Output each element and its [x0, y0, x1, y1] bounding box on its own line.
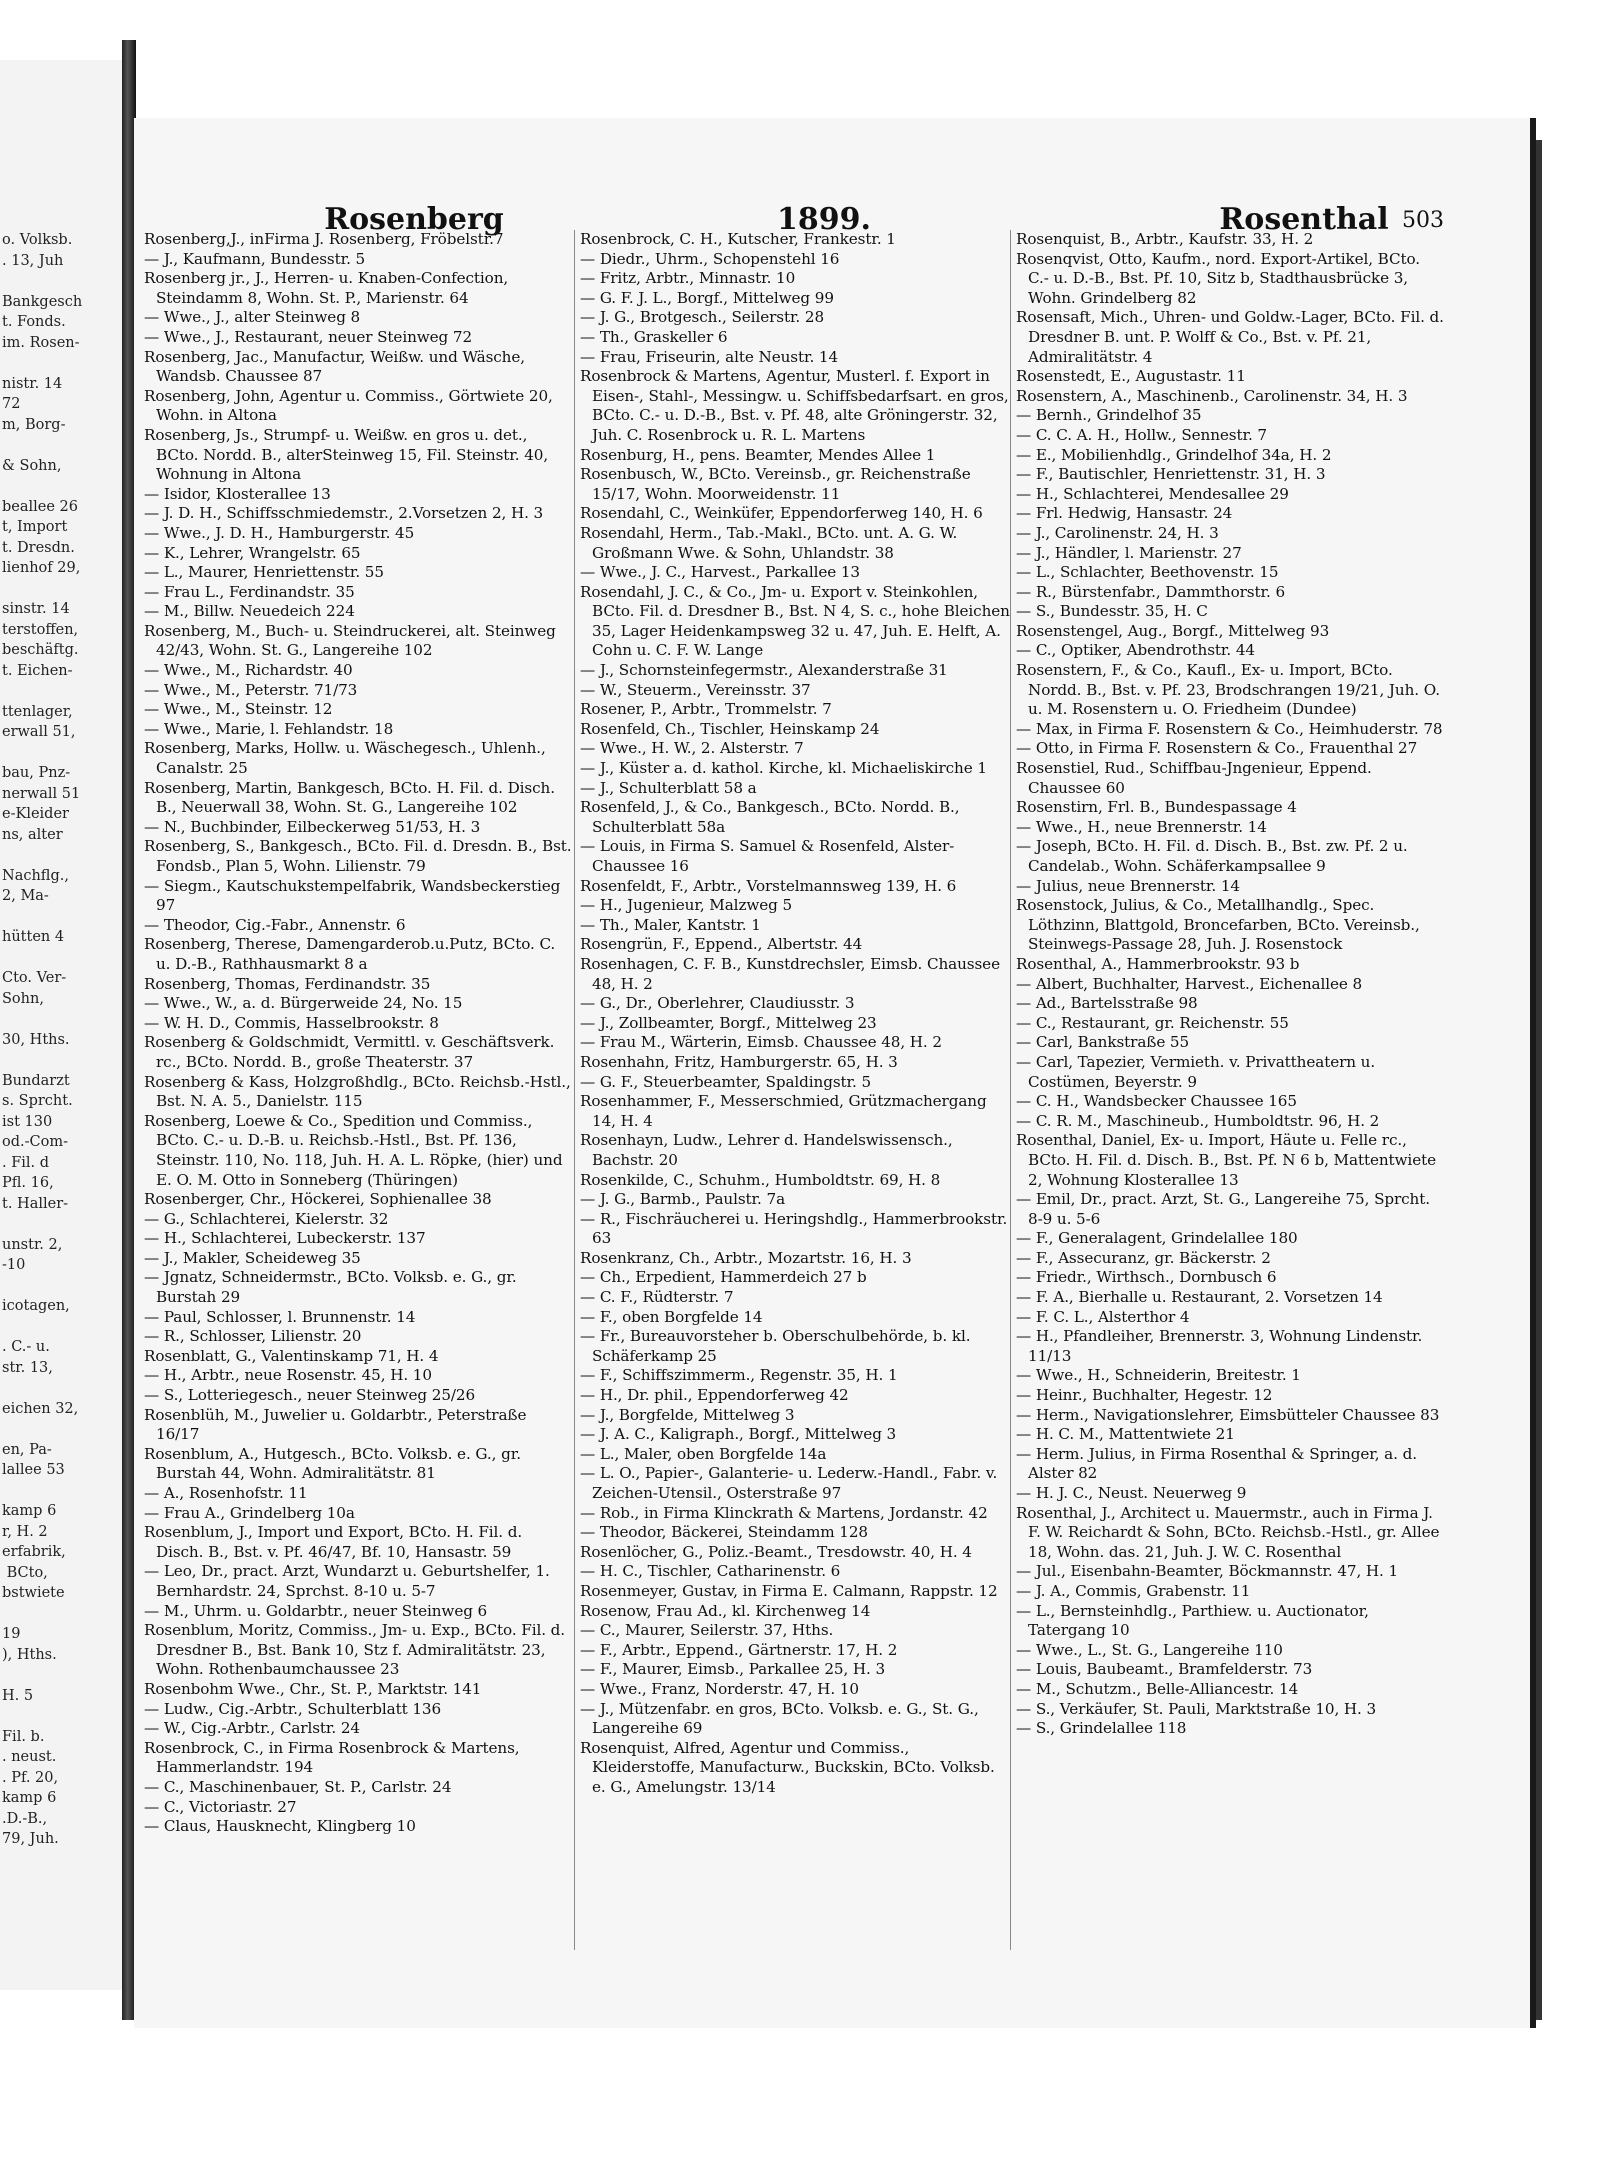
- directory-entry: Rosenblum, Moritz, Commiss., Jm- u. Exp., BCto. Fil. d. Dresdner B., Bst. Bank 10, Stz f. Admiralitätstr. 23, Wohn. Rothenbaumchaussee 23: [144, 1621, 566, 1679]
- directory-entry: Rosenblum, A., Hutgesch., BCto. Volksb. e. G., gr. Burstah 44, Wohn. Admiralitätstr. 81: [144, 1444, 521, 1483]
- directory-entry: — Wwe., W., a. d. Bürgerweide 24, No. 15: [144, 994, 463, 1013]
- directory-entry: — S., Lotteriegesch., neuer Steinweg 25/26: [144, 1386, 476, 1405]
- directory-entry: Rosenberger, Chr., Höckerei, Sophienallee 38: [144, 1190, 492, 1209]
- running-head-left: Rosenberg: [324, 202, 504, 237]
- page-number: 503: [1402, 208, 1444, 233]
- directory-entry: Rosenmeyer, Gustav, in Firma E. Calmann, Rappstr. 12: [580, 1581, 998, 1600]
- column-3: [1016, 230, 1444, 1739]
- directory-entry: — Jul., Eisenbahn-Beamter, Böckmannstr. 47, H. 1: [1016, 1562, 1399, 1581]
- directory-entry: Rosenhayn, Ludw., Lehrer d. Handelswissensch., Bachstr. 20: [580, 1131, 953, 1169]
- directory-entry: Rosener, P., Arbtr., Trommelstr. 7: [580, 700, 832, 719]
- directory-entry: — J., Borgfelde, Mittelweg 3: [580, 1405, 795, 1424]
- directory-entry: — C. H., Wandsbecker Chaussee 165: [1016, 1092, 1297, 1111]
- directory-entry: — J., Küster a. d. kathol. Kirche, kl. Michaeliskirche 1: [580, 759, 987, 778]
- directory-entry: Rosendahl, J. C., & Co., Jm- u. Export v. Steinkohlen, BCto. Fil. d. Dresdner B., Bst. N 4, S. c., hohe Bleichen 35, Lager Heidenkampsweg 32 u. 47, Juh. E. Helft, A. Cohn u. C. F. W. Lange: [580, 582, 1010, 660]
- directory-entry: Rosenthal, Daniel, Ex- u. Import, Häute u. Felle rc., BCto. H. Fil. d. Disch. B., Bst. Pf. N 6 b, Mattentwiete 2, Wohnung Klosterallee 13: [1016, 1131, 1436, 1189]
- directory-entry: — A., Rosenhofstr. 11: [144, 1484, 308, 1502]
- directory-entry: Rosenberg, Loewe & Co., Spedition und Commiss., BCto. C.- u. D.-B. u. Reichsb.-Hstl., Bst. Pf. 136, Steinstr. 110, No. 118, Juh. H. A. L. Röpke, (hier) und E. O. M. Otto in Sonneberg (Thüringen): [144, 1111, 563, 1189]
- directory-entry: Rosenberg, Js., Strumpf- u. Weißw. en gros u. det., BCto. Nordd. B., alterSteinweg 15, Fil. Steinstr. 40, Wohnung in Altona: [144, 425, 549, 484]
- directory-entry: — J., Händler, l. Marienstr. 27: [1016, 543, 1242, 562]
- directory-entry: — N., Buchbinder, Eilbeckerweg 51/53, H. 3: [144, 817, 481, 836]
- directory-entry: — S., Grindelallee 118: [1016, 1719, 1187, 1738]
- directory-entry: — G., Schlachterei, Kielerstr. 32: [144, 1209, 389, 1228]
- directory-page: [134, 118, 1536, 2028]
- directory-entry: Rosenberg, Jac., Manufactur, Weißw. und Wäsche, Wandsb. Chaussee 87: [144, 347, 525, 386]
- directory-entry: — R., Schlosser, Lilienstr. 20: [144, 1327, 362, 1346]
- directory-entry: — L., Maurer, Henriettenstr. 55: [144, 563, 384, 582]
- directory-entry: — Herm., Navigationslehrer, Eimsbütteler Chaussee 83: [1016, 1405, 1440, 1424]
- directory-entry: Rosenberg, M., Buch- u. Steindruckerei, alt. Steinweg 42/43, Wohn. St. G., Langereihe 102: [144, 621, 556, 660]
- directory-entry: Rosenstock, Julius, & Co., Metallhandlg., Spec. Löthzinn, Blattgold, Broncefarben, BCto. Vereinsb., Steinwegs-Passage 28, Juh. J. Rosenstock: [1016, 896, 1420, 954]
- directory-entry: — Joseph, BCto. H. Fil. d. Disch. B., Bst. zw. Pf. 2 u. Candelab., Wohn. Schäferkampsallee 9: [1016, 837, 1408, 875]
- left-page-fragment: [0, 60, 128, 1990]
- directory-entry: — C., Victoriastr. 27: [144, 1797, 297, 1816]
- directory-entry: Rosenow, Frau Ad., kl. Kirchenweg 14: [580, 1601, 871, 1620]
- directory-entry: — C. R. M., Maschineub., Humboldtstr. 96, H. 2: [1016, 1111, 1380, 1130]
- directory-entry: — Wwe., M., Steinstr. 12: [144, 700, 333, 719]
- directory-entry: — H., Jugenieur, Malzweg 5: [580, 896, 793, 915]
- directory-entry: — J. A. C., Kaligraph., Borgf., Mittelweg 3: [580, 1425, 897, 1444]
- column-rule: [574, 230, 575, 1950]
- directory-entry: Rosenberg & Kass, Holzgroßhdlg., BCto. Reichsb.-Hstl., Bst. N. A. 5., Danielstr. 115: [144, 1072, 571, 1111]
- directory-entry: — Max, in Firma F. Rosenstern & Co., Heimhuderstr. 78: [1016, 719, 1443, 738]
- directory-entry: — Diedr., Uhrm., Schopenstehl 16: [580, 249, 840, 268]
- directory-entry: — F., Schiffszimmerm., Regenstr. 35, H. 1: [580, 1366, 898, 1385]
- directory-entry: Rosenbrock & Martens, Agentur, Musterl. f. Export in Eisen-, Stahl-, Messingw. u. Schiffsbedarfsart. en gros, BCto. C.- u. D.-B., Bst. v. Pf. 48, alte Gröningerstr. 32, Juh. C. Rosenbrock u. R. L. Martens: [580, 367, 1009, 444]
- column-2: [580, 230, 1010, 1798]
- directory-entry: — C. F., Rüdterstr. 7: [580, 1288, 734, 1307]
- directory-entry: — H. J. C., Neust. Neuerweg 9: [1016, 1484, 1247, 1502]
- directory-entry: — Ch., Erpedient, Hammerdeich 27 b: [580, 1268, 867, 1287]
- directory-entry: Rosenberg, Thomas, Ferdinandstr. 35: [144, 974, 431, 993]
- directory-entry: Rosenstedt, E., Augustastr. 11: [1016, 367, 1246, 386]
- directory-entry: Rosenbrock, C. H., Kutscher, Frankestr. 1: [580, 230, 896, 248]
- directory-entry: — Frl. Hedwig, Hansastr. 24: [1016, 504, 1233, 523]
- left-page-text: o. Volksb. . 13, Juh Bankgesch t. Fonds. im. Rosen- nistr. 14 72 m, Borg- & Sohn, beallee 26 t, Import t. Dresdn. lienhof 29, sinstr. 14 terstoffen, beschäftg. t. Eichen- ttenlager, erwall 51, bau, Pnz- nerwall 51 e-Kleider ns, alter Nachflg., 2, Ma- hütten 4 Cto. Ver- Sohn, 30, Hths. Bundarzt s. Sprcht. ist 130 od.-Com- . Fil. d Pfl. 16, t. Haller- unstr. 2, -10 icotagen, . C.- u. str. 13, eichen 32, en, Pa- lallee 53 kamp 6 r, H. 2 erfabrik, BCto, bstwiete 19 ), Hths. H. 5 Fil. b. . neust. . Pf. 20, kamp 6 .D.-B., 79, Juh.: [2, 232, 83, 1847]
- directory-entry: — Albert, Buchhalter, Harvest., Eichenallee 8: [1016, 974, 1363, 993]
- directory-entry: Rosenfeldt, F., Arbtr., Vorstelmannsweg 139, H. 6: [580, 876, 957, 895]
- directory-entry: Rosenstiel, Rud., Schiffbau-Jngenieur, Eppend. Chaussee 60: [1016, 759, 1372, 797]
- directory-entry: — Frau, Friseurin, alte Neustr. 14: [580, 347, 839, 366]
- directory-entry: — H., Pfandleiher, Brennerstr. 3, Wohnung Lindenstr. 11/13: [1016, 1327, 1423, 1365]
- directory-entry: — F. A., Bierhalle u. Restaurant, 2. Vorsetzen 14: [1016, 1288, 1383, 1307]
- directory-entry: Rosenberg, S., Bankgesch., BCto. Fil. d. Dresdn. B., Bst. Fondsb., Plan 5, Wohn. Lilienstr. 79: [144, 837, 572, 875]
- directory-entry: — J., Mützenfabr. en gros, BCto. Volksb. e. G., St. G., Langereihe 69: [580, 1699, 979, 1738]
- directory-entry: — J., Carolinenstr. 24, H. 3: [1016, 523, 1219, 542]
- directory-entry: — C., Optiker, Abendrothstr. 44: [1016, 641, 1255, 660]
- directory-entry: — M., Uhrm. u. Goldarbtr., neuer Steinweg 6: [144, 1601, 488, 1620]
- directory-entry: — Julius, neue Brennerstr. 14: [1016, 876, 1240, 895]
- directory-entry: — Heinr., Buchhalter, Hegestr. 12: [1016, 1386, 1273, 1405]
- directory-entry: — Louis, Baubeamt., Bramfelderstr. 73: [1016, 1660, 1313, 1679]
- directory-entry: Rosenblatt, G., Valentinskamp 71, H. 4: [144, 1346, 439, 1365]
- directory-entry: — Fritz, Arbtr., Minnastr. 10: [580, 269, 796, 288]
- directory-entry: Rosenstern, A., Maschinenb., Carolinenstr. 34, H. 3: [1016, 386, 1408, 405]
- directory-entry: Rosenthal, A., Hammerbrookstr. 93 b: [1016, 954, 1300, 973]
- directory-entry: — S., Bundesstr. 35, H. C: [1016, 602, 1208, 621]
- directory-entry: — Wwe., M., Richardstr. 40: [144, 661, 353, 680]
- directory-entry: — Claus, Hausknecht, Klingberg 10: [144, 1817, 416, 1836]
- directory-entry: Rosenberg & Goldschmidt, Vermittl. v. Geschäftsverk. rc., BCto. Nordd. B., große Theaterstr. 37: [144, 1033, 555, 1071]
- directory-entry: — C. C. A. H., Hollw., Sennestr. 7: [1016, 425, 1267, 444]
- directory-entry: — J., Kaufmann, Bundesstr. 5: [144, 249, 366, 268]
- directory-entry: — Frau M., Wärterin, Eimsb. Chaussee 48, H. 2: [580, 1033, 942, 1052]
- directory-entry: — Emil, Dr., pract. Arzt, St. G., Langereihe 75, Sprcht. 8-9 u. 5-6: [1016, 1190, 1430, 1228]
- directory-entry: — H. C., Tischler, Catharinenstr. 6: [580, 1562, 841, 1581]
- directory-entry: Rosenbusch, W., BCto. Vereinsb., gr. Reichenstraße 15/17, Wohn. Moorweidenstr. 11: [580, 465, 971, 503]
- directory-entry: — Rob., in Firma Klinckrath & Martens, Jordanstr. 42: [580, 1503, 988, 1522]
- directory-entry: — F., Maurer, Eimsb., Parkallee 25, H. 3: [580, 1660, 886, 1679]
- directory-entry: Rosenkranz, Ch., Arbtr., Mozartstr. 16, H. 3: [580, 1248, 912, 1267]
- directory-entry: Rosenberg,J., inFirma J. Rosenberg, Fröbelstr.7: [144, 230, 504, 248]
- directory-entry: — G. F., Steuerbeamter, Spaldingstr. 5: [580, 1072, 872, 1091]
- column-rule: [1010, 230, 1011, 1950]
- directory-entry: — Friedr., Wirthsch., Dornbusch 6: [1016, 1268, 1277, 1287]
- directory-entry: Rosenblum, J., Import und Export, BCto. H. Fil. d. Disch. B., Bst. v. Pf. 46/47, Bf. 10, Hansastr. 59: [144, 1523, 523, 1561]
- directory-entry: — L., Schlachter, Beethovenstr. 15: [1016, 563, 1279, 582]
- directory-entry: — R., Fischräucherei u. Heringshdlg., Hammerbrookstr. 63: [580, 1209, 1008, 1248]
- directory-entry: — Th., Graskeller 6: [580, 327, 728, 346]
- directory-entry: — H., Dr. phil., Eppendorferweg 42: [580, 1386, 849, 1405]
- directory-entry: Rosenstern, F., & Co., Kaufl., Ex- u. Import, BCto. Nordd. B., Bst. v. Pf. 23, Brodschrangen 19/21, Juh. O. u. M. Rosenstern u. O. Friedheim (Dundee): [1016, 661, 1440, 719]
- directory-entry: Rosenstengel, Aug., Borgf., Mittelweg 93: [1016, 621, 1330, 640]
- directory-entry: Rosenstirn, Frl. B., Bundespassage 4: [1016, 798, 1297, 817]
- directory-entry: Rosenhagen, C. F. B., Kunstdrechsler, Eimsb. Chaussee 48, H. 2: [580, 954, 1000, 993]
- directory-entry: — J., Schulterblatt 58 a: [580, 778, 757, 797]
- directory-entry: — Paul, Schlosser, l. Brunnenstr. 14: [144, 1307, 416, 1326]
- directory-entry: — Otto, in Firma F. Rosenstern & Co., Frauenthal 27: [1016, 739, 1418, 758]
- directory-entry: Rosenberg, Marks, Hollw. u. Wäschegesch., Uhlenh., Canalstr. 25: [144, 739, 546, 778]
- directory-entry: — Th., Maler, Kantstr. 1: [580, 915, 761, 934]
- directory-entry: Rosenthal, J., Architect u. Mauermstr., auch in Firma J. F. W. Reichardt & Sohn, BCto. Reichsb.-Hstl., gr. Allee 18, Wohn. das. 21, Juh. J. W. C. Rosenthal: [1016, 1503, 1440, 1561]
- column-1: [144, 230, 574, 1837]
- directory-entry: — H., Schlachterei, Mendesallee 29: [1016, 484, 1289, 503]
- directory-entry: Rosenhahn, Fritz, Hamburgerstr. 65, H. 3: [580, 1052, 898, 1071]
- directory-entry: — K., Lehrer, Wrangelstr. 65: [144, 543, 361, 562]
- directory-entry: — Jgnatz, Schneidermstr., BCto. Volksb. e. G., gr. Burstah 29: [144, 1268, 517, 1307]
- directory-entry: — J., Makler, Scheideweg 35: [144, 1248, 361, 1267]
- directory-entry: — Wwe., M., Peterstr. 71/73: [144, 680, 358, 699]
- directory-entry: — G. F. J. L., Borgf., Mittelweg 99: [580, 288, 834, 307]
- directory-entry: Rosenberg jr., J., Herren- u. Knaben-Confection, Steindamm 8, Wohn. St. P., Marienstr. 64: [144, 269, 509, 307]
- directory-entry: — Theodor, Cig.-Fabr., Annenstr. 6: [144, 915, 406, 934]
- directory-entry: — G., Dr., Oberlehrer, Claudiusstr. 3: [580, 994, 855, 1013]
- directory-entry: Rosenburg, H., pens. Beamter, Mendes Allee 1: [580, 445, 936, 464]
- directory-entry: — Bernh., Grindelhof 35: [1016, 406, 1202, 425]
- directory-entry: — Wwe., H., neue Brennerstr. 14: [1016, 817, 1267, 836]
- directory-entry: — Wwe., J. D. H., Hamburgerstr. 45: [144, 523, 415, 542]
- directory-entry: Rosenbrock, C., in Firma Rosenbrock & Martens, Hammerlandstr. 194: [144, 1738, 520, 1777]
- directory-entry: — H. C. M., Mattentwiete 21: [1016, 1425, 1235, 1444]
- directory-entry: — Siegm., Kautschukstempelfabrik, Wandsbeckerstieg 97: [144, 876, 561, 915]
- directory-entry: — R., Bürstenfabr., Dammthorstr. 6: [1016, 582, 1286, 601]
- directory-entry: — Carl, Bankstraße 55: [1016, 1033, 1190, 1052]
- directory-entry: Rosenqvist, Otto, Kaufm., nord. Export-Artikel, BCto. C.- u. D.-B., Bst. Pf. 10, Sitz b, Stadthausbrücke 3, Wohn. Grindelberg 82: [1016, 249, 1421, 307]
- directory-entry: Rosenquist, B., Arbtr., Kaufstr. 33, H. 2: [1016, 230, 1314, 248]
- directory-entry: — J. D. H., Schiffsschmiedemstr., 2.Vorsetzen 2, H. 3: [144, 504, 544, 523]
- directory-entry: — Fr., Bureauvorsteher b. Oberschulbehörde, b. kl. Schäferkamp 25: [580, 1327, 971, 1365]
- directory-entry: Rosenberg, Martin, Bankgesch, BCto. H. Fil. d. Disch. B., Neuerwall 38, Wohn. St. G., Langereihe 102: [144, 778, 555, 817]
- directory-entry: — Wwe., J., Restaurant, neuer Steinweg 72: [144, 327, 473, 346]
- directory-entry: — Wwe., J., alter Steinweg 8: [144, 308, 361, 327]
- directory-entry: — Leo, Dr., pract. Arzt, Wundarzt u. Geburtshelfer, 1. Bernhardstr. 24, Sprchst. 8-10 u. 5-7: [144, 1562, 550, 1600]
- directory-entry: — Frau A., Grindelberg 10a: [144, 1503, 355, 1522]
- directory-entry: — F., Generalagent, Grindelallee 180: [1016, 1229, 1298, 1248]
- directory-entry: — C., Maschinenbauer, St. P., Carlstr. 24: [144, 1777, 452, 1796]
- directory-entry: — Carl, Tapezier, Vermieth. v. Privattheatern u. Costümen, Beyerstr. 9: [1016, 1052, 1376, 1091]
- running-head-year: 1899.: [777, 202, 871, 237]
- directory-entry: — Frau L., Ferdinandstr. 35: [144, 582, 355, 601]
- directory-entry: — Isidor, Klosterallee 13: [144, 484, 331, 503]
- directory-entry: Rosenlöcher, G., Poliz.-Beamt., Tresdowstr. 40, H. 4: [580, 1542, 972, 1561]
- directory-entry: — Herm. Julius, in Firma Rosenthal & Springer, a. d. Alster 82: [1016, 1444, 1417, 1483]
- directory-entry: — F., Bautischler, Henriettenstr. 31, H. 3: [1016, 465, 1326, 484]
- directory-entry: — M., Billw. Neuedeich 224: [144, 602, 355, 621]
- directory-entry: — S., Verkäufer, St. Pauli, Marktstraße 10, H. 3: [1016, 1699, 1377, 1718]
- running-head-right: Rosenthal: [1219, 202, 1389, 237]
- directory-entry: — Wwe., H., Schneiderin, Breitestr. 1: [1016, 1366, 1301, 1385]
- directory-entry: — L. O., Papier-, Galanterie- u. Lederw.-Handl., Fabr. v. Zeichen-Utensil., Osterstraße 97: [580, 1464, 998, 1502]
- directory-entry: Rosenquist, Alfred, Agentur und Commiss., Kleiderstoffe, Manufacturw., Buckskin, BCto. Volksb. e. G., Amelungstr. 13/14: [580, 1738, 995, 1796]
- directory-entry: — J., Zollbeamter, Borgf., Mittelweg 23: [580, 1013, 877, 1032]
- directory-entry: — W., Cig.-Arbtr., Carlstr. 24: [144, 1719, 360, 1738]
- directory-entry: Rosenblüh, M., Juwelier u. Goldarbtr., Peterstraße 16/17: [144, 1405, 527, 1444]
- directory-entry: Rosengrün, F., Eppend., Albertstr. 44: [580, 935, 863, 954]
- directory-entry: — Louis, in Firma S. Samuel & Rosenfeld, Alster-Chaussee 16: [580, 837, 955, 875]
- directory-entry: Rosenfeld, J., & Co., Bankgesch., BCto. Nordd. B., Schulterblatt 58a: [580, 798, 960, 836]
- directory-entry: — Wwe., L., St. G., Langereihe 110: [1016, 1640, 1283, 1659]
- directory-entry: — H., Schlachterei, Lubeckerstr. 137: [144, 1229, 426, 1248]
- directory-entry: — Ad., Bartelsstraße 98: [1016, 994, 1198, 1013]
- directory-entry: — L., Maler, oben Borgfelde 14a: [580, 1444, 827, 1463]
- directory-entry: — Wwe., H. W., 2. Alsterstr. 7: [580, 739, 804, 758]
- directory-entry: — E., Mobilienhdlg., Grindelhof 34a, H. 2: [1016, 445, 1332, 464]
- directory-entry: — C., Restaurant, gr. Reichenstr. 55: [1016, 1013, 1289, 1032]
- directory-entry: — J. G., Brotgesch., Seilerstr. 28: [580, 308, 825, 327]
- directory-entry: Rosenkilde, C., Schuhm., Humboldtstr. 69, H. 8: [580, 1170, 941, 1189]
- directory-entry: — H., Arbtr., neue Rosenstr. 45, H. 10: [144, 1366, 432, 1385]
- directory-entry: Rosendahl, C., Weinküfer, Eppendorferweg 140, H. 6: [580, 504, 983, 523]
- directory-entry: — F. C. L., Alsterthor 4: [1016, 1307, 1190, 1326]
- directory-entry: — F., Arbtr., Eppend., Gärtnerstr. 17, H. 2: [580, 1640, 898, 1659]
- directory-entry: Rosenhammer, F., Messerschmied, Grützmachergang 14, H. 4: [580, 1092, 987, 1130]
- directory-entry: Rosendahl, Herm., Tab.-Makl., BCto. unt. A. G. W. Großmann Wwe. & Sohn, Uhlandstr. 38: [580, 523, 958, 562]
- directory-entry: — C., Maurer, Seilerstr. 37, Hths.: [580, 1621, 834, 1640]
- directory-entry: — J., Schornsteinfegermstr., Alexanderstraße 31: [580, 661, 948, 680]
- directory-entry: — J. A., Commis, Grabenstr. 11: [1016, 1581, 1251, 1600]
- directory-entry: Rosenfeld, Ch., Tischler, Heinskamp 24: [580, 719, 880, 738]
- directory-entry: — F., Assecuranz, gr. Bäckerstr. 2: [1016, 1248, 1271, 1267]
- directory-entry: Rosenbohm Wwe., Chr., St. P., Marktstr. 141: [144, 1679, 482, 1698]
- directory-entry: — Theodor, Bäckerei, Steindamm 128: [580, 1523, 868, 1542]
- directory-entry: — Wwe., J. C., Harvest., Parkallee 13: [580, 563, 860, 582]
- directory-entry: — L., Bernsteinhdlg., Parthiew. u. Auctionator, Tatergang 10: [1016, 1601, 1369, 1640]
- directory-entry: Rosenberg, Therese, Damengarderob.u.Putz, BCto. C. u. D.-B., Rathhausmarkt 8 a: [144, 935, 556, 973]
- directory-entry: — Wwe., Franz, Norderstr. 47, H. 10: [580, 1679, 859, 1698]
- directory-entry: — J. G., Barmb., Paulstr. 7a: [580, 1190, 786, 1209]
- directory-entry: — W., Steuerm., Vereinsstr. 37: [580, 680, 811, 699]
- directory-entry: Rosensaft, Mich., Uhren- und Goldw.-Lager, BCto. Fil. d. Dresdner B. unt. P. Wolff & Co., Bst. v. Pf. 21, Admiralitätstr. 4: [1016, 308, 1444, 366]
- directory-entry: — W. H. D., Commis, Hasselbrookstr. 8: [144, 1013, 439, 1032]
- directory-entry: — Ludw., Cig.-Arbtr., Schulterblatt 136: [144, 1699, 442, 1718]
- directory-entry: Rosenberg, John, Agentur u. Commiss., Görtwiete 20, Wohn. in Altona: [144, 386, 553, 425]
- directory-entry: — Wwe., Marie, l. Fehlandstr. 18: [144, 719, 394, 738]
- directory-entry: — F., oben Borgfelde 14: [580, 1307, 763, 1326]
- directory-entry: — M., Schutzm., Belle-Alliancestr. 14: [1016, 1679, 1299, 1698]
